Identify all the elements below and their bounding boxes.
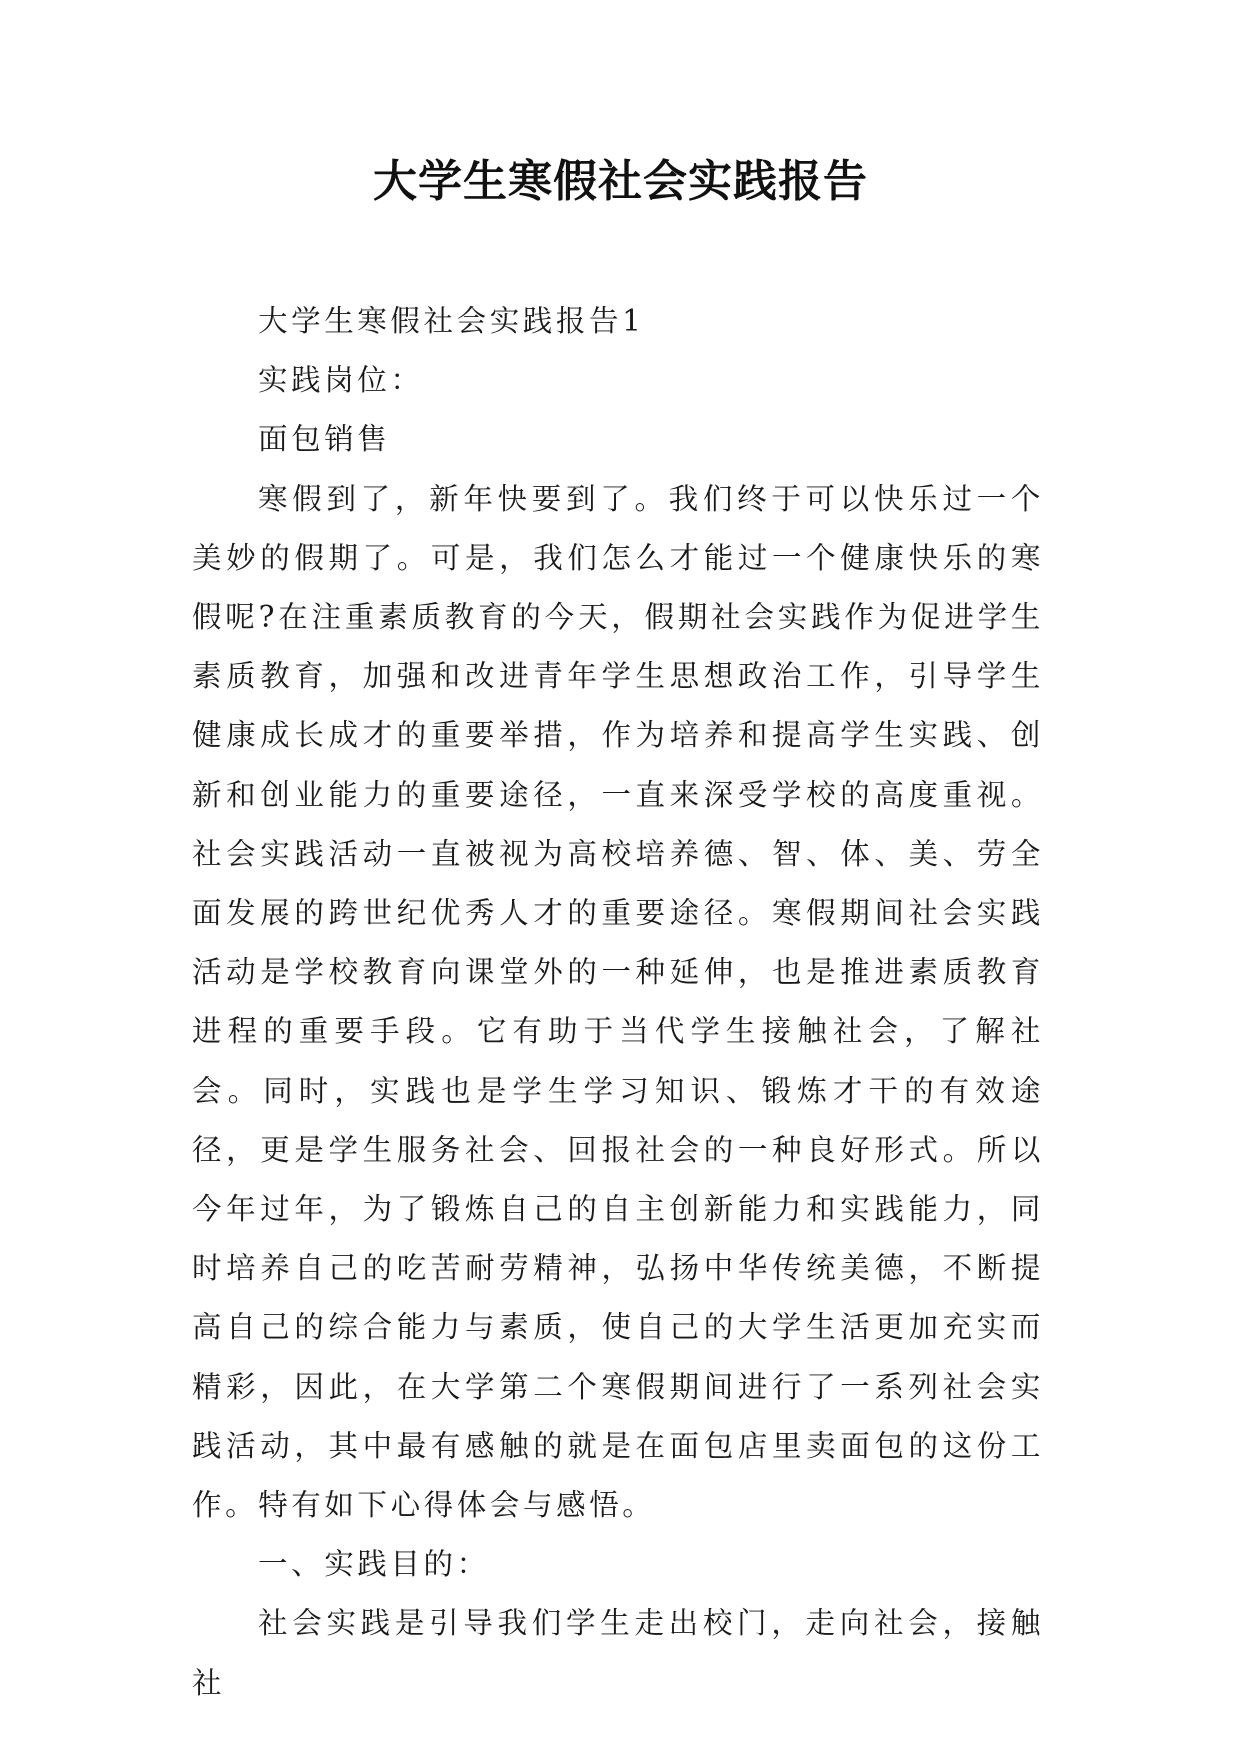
intro-paragraph: 寒假到了，新年快要到了。我们终于可以快乐过一个美妙的假期了。可是，我们怎么才能过一个健康快乐的寒假呢?在注重素质教育的今天，假期社会实践作为促进学生素质教育，加强和改进青年学生思想政治工作，引导学生健康成长成才的重要举措，作为培养和提高学生实践、创新和创业能力的重要途径，一直来深受学校的高度重视。社会实践活动一直被视为高校培养德、智、体、美、劳全面发展的跨世纪优秀人才的重要途径。寒假期间社会实践活动是学校教育向课堂外的一种延伸，也是推进素质教育进程的重要手段。它有助于当代学生接触社会，了解社会。同时，实践也是学生学习知识、锻炼才干的有效途径，更是学生服务社会、回报社会的一种良好形式。所以今年过年，为了锻炼自己的自主创新能力和实践能力，同时培养自己的吃苦耐劳精神，弘扬中华传统美德，不断提高自己的综合能力与素质，使自己的大学生活更加充实而精彩，因此，在大学第二个寒假期间进行了一系列社会实践活动，其中最有感触的就是在面包店里卖面包的这份工作。特有如下心得体会与感悟。 [192, 481, 1044, 1523]
position-value: 面包销售 [258, 422, 391, 457]
purpose-paragraph: 社会实践是引导我们学生走出校门，走向社会，接触社 [192, 1606, 1044, 1700]
section-heading: 大学生寒假社会实践报告1 [258, 304, 645, 338]
document-title: 大学生寒假社会实践报告 [373, 156, 868, 207]
position-label: 实践岗位： [258, 363, 424, 398]
document-body [192, 292, 1044, 1713]
purpose-heading: 一、实践目的： [258, 1547, 490, 1582]
